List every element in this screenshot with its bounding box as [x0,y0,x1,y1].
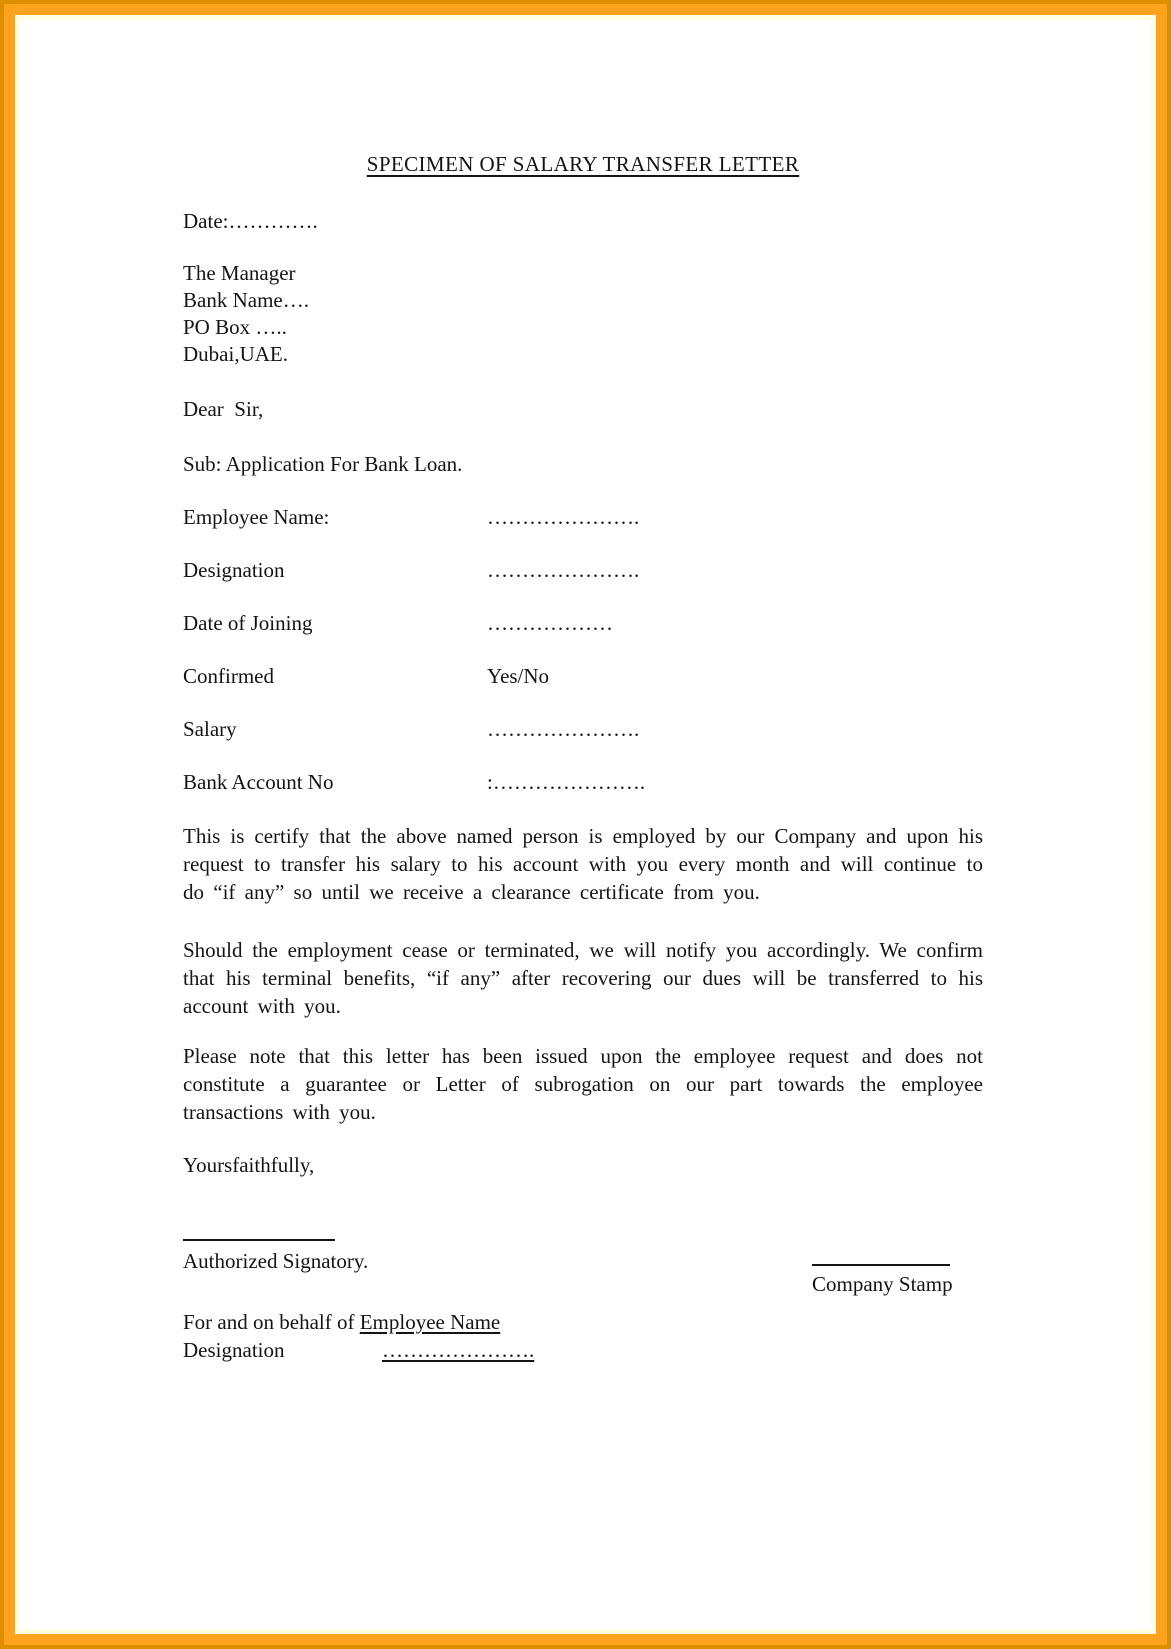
field-row-confirmed [183,662,983,690]
company-stamp-label: Company Stamp [812,1272,953,1296]
recipient-line: Bank Name…. [183,288,309,312]
field-value-blank: :…………………. [487,770,646,794]
recipient-line: Dubai,UAE. [183,342,288,366]
field-value-blank: …………………. [487,717,640,741]
page-border-inner [15,15,1156,1634]
behalf-line [183,1308,983,1336]
field-value-blank: ……………… [487,611,613,635]
field-row-date-of-joining [183,609,983,637]
field-value-blank: …………………. [487,505,640,529]
field-label: Bank Account No [183,770,334,794]
field-row-bank-account-no [183,768,983,796]
recipient-address-block [183,260,983,368]
behalf-employee-name: Employee Name [359,1310,501,1334]
signature-section [183,1239,983,1296]
field-label: Confirmed [183,664,274,688]
company-stamp-block [812,1264,953,1298]
behalf-prefix: For and on behalf of [183,1310,360,1334]
salutation: Dear Sir, [183,397,264,421]
closing-salutation: Yoursfaithfully, [183,1153,315,1177]
body-paragraph-please-note: Please note that this letter has been issued upon the employee request and does not constitute a guarantee or Letter of subrogation on our part towards the employee transactions with you. [183,1044,983,1124]
recipient-line: PO Box ….. [183,315,287,339]
field-label: Salary [183,717,237,741]
company-stamp-line [812,1264,950,1266]
designation-value-blank: …………………. [382,1338,535,1362]
page-border-main [4,4,1167,1645]
designation-row [183,1336,983,1364]
field-label: Designation [183,558,285,582]
field-value-blank: …………………. [487,558,640,582]
subject-line: Sub: Application For Bank Loan. [183,452,463,476]
field-label: Employee Name: [183,505,330,529]
field-row-employee-name [183,503,983,531]
body-paragraph-employment-cease: Should the employment cease or terminated, we will notify you accordingly. We confirm that his terminal benefits, “if any” after recovering our dues will be transferred to his account with you. [183,938,983,1018]
field-label: Date of Joining [183,611,313,635]
field-value-yes-no: Yes/No [487,664,550,688]
signature-line [183,1239,335,1241]
body-paragraph-certify: This is certify that the above named person is employed by our Company and upon his request to transfer his salary to his account with you every month and will continue to do “if any” so until we receive a clearance certificate from you. [183,824,983,904]
authorized-signatory-label: Authorized Signatory. [183,1249,369,1273]
date-line: Date:…………. [183,209,318,233]
recipient-line: The Manager [183,261,296,285]
designation-label: Designation [183,1338,285,1362]
letter-title: SPECIMEN OF SALARY TRANSFER LETTER [366,152,800,176]
employee-fields [183,503,983,796]
field-row-salary [183,715,983,743]
letter-page [20,150,1151,1634]
field-row-designation [183,556,983,584]
